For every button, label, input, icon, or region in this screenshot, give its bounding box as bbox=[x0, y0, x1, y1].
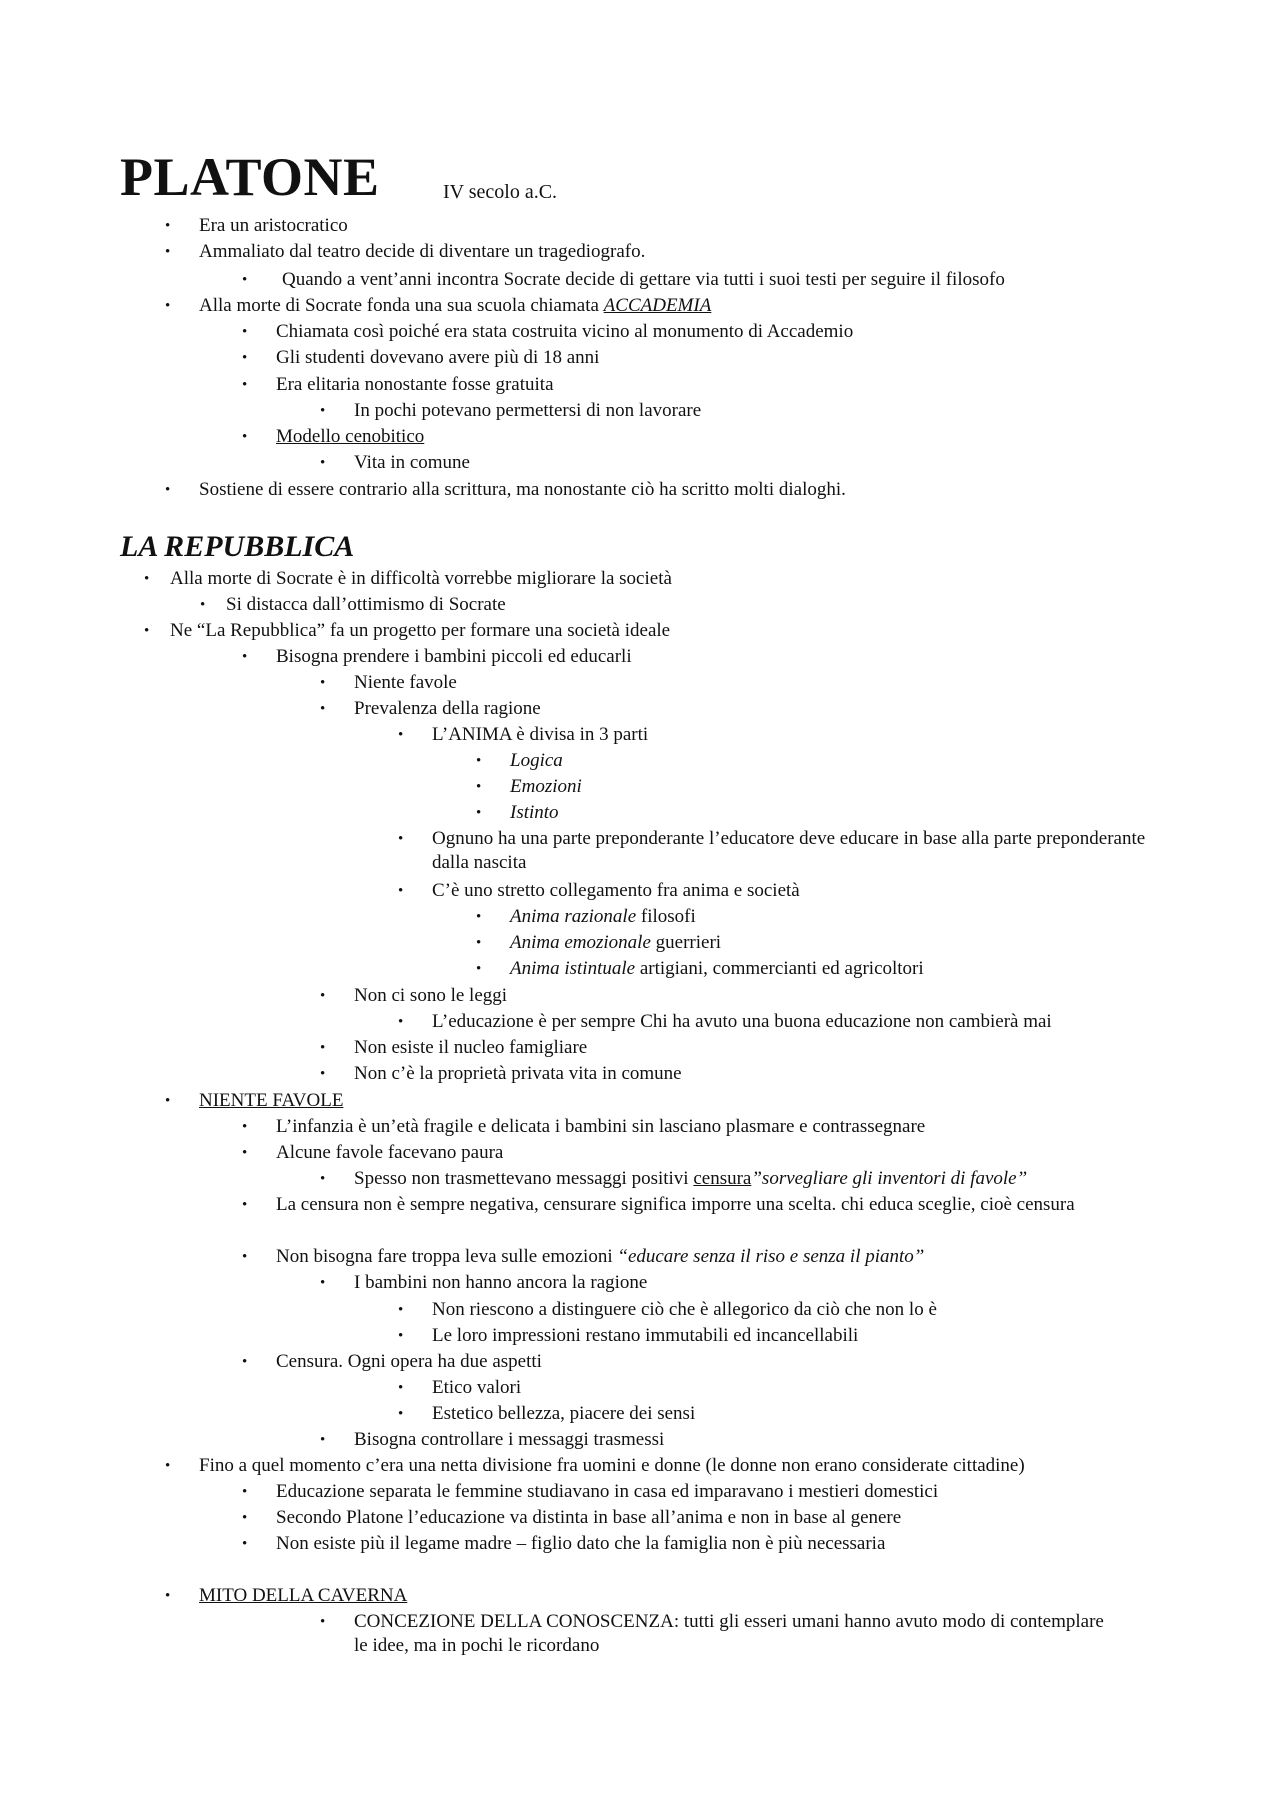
list-item: • Niente favole bbox=[320, 672, 457, 693]
list-item: • Bisogna controllare i messaggi trasmessi bbox=[320, 1429, 665, 1450]
list-item: • Ne “La Repubblica” fa un progetto per formare una società ideale bbox=[144, 620, 671, 641]
list-item: • L’educazione è per sempre Chi ha avuto una buona educazione non cambierà mai bbox=[398, 1011, 1052, 1032]
list-item: • Era elitaria nonostante fosse gratuita bbox=[242, 374, 554, 395]
list-item: • La censura non è sempre negativa, censurare significa imporre una scelta. chi educa sceglie, cioè censura bbox=[242, 1194, 1075, 1215]
list-item: • I bambini non hanno ancora la ragione bbox=[320, 1272, 648, 1293]
list-item: • Si distacca dall’ottimismo di Socrate bbox=[200, 594, 506, 615]
list-item: • Ammaliato dal teatro decide di diventare un tragediografo. bbox=[165, 241, 646, 262]
bullet-icon: • bbox=[320, 1432, 326, 1448]
bullet-icon: • bbox=[476, 935, 482, 951]
bullet-icon: • bbox=[242, 1354, 248, 1370]
list-item: • Anima emozionale guerrieri bbox=[476, 932, 722, 953]
bullet-icon: • bbox=[320, 403, 326, 419]
bullet-icon: • bbox=[144, 623, 150, 639]
list-item: • Sostiene di essere contrario alla scrittura, ma nonostante ciò ha scritto molti dialoghi. bbox=[165, 479, 846, 500]
bullet-icon: • bbox=[242, 1145, 248, 1161]
list-item: • Alla morte di Socrate è in difficoltà vorrebbe migliorare la società bbox=[144, 568, 672, 589]
list-item: • Censura. Ogni opera ha due aspetti bbox=[242, 1351, 542, 1372]
list-item: • Prevalenza della ragione bbox=[320, 698, 541, 719]
bullet-icon: • bbox=[242, 649, 248, 665]
bullet-icon: • bbox=[200, 597, 206, 613]
list-item: • Educazione separata le femmine studiavano in casa ed imparavano i mestieri domestici bbox=[242, 1481, 939, 1502]
list-item: • Non c’è la proprietà privata vita in comune bbox=[320, 1063, 682, 1084]
bullet-icon: • bbox=[398, 1328, 404, 1344]
bullet-icon: • bbox=[320, 1066, 326, 1082]
bullet-icon: • bbox=[242, 350, 248, 366]
list-item: • Le loro impressioni restano immutabili ed incancellabili bbox=[398, 1325, 859, 1346]
list-item: • Era un aristocratico bbox=[165, 215, 348, 236]
bullet-icon: • bbox=[165, 1588, 171, 1604]
list-item: • Gli studenti dovevano avere più di 18 anni bbox=[242, 347, 600, 368]
bullet-icon: • bbox=[242, 1510, 248, 1526]
bullet-icon: • bbox=[476, 961, 482, 977]
bullet-icon: • bbox=[320, 701, 326, 717]
list-item: • MITO DELLA CAVERNA bbox=[165, 1585, 408, 1606]
bullet-icon: • bbox=[320, 988, 326, 1004]
bullet-icon: • bbox=[242, 272, 248, 288]
bullet-icon: • bbox=[320, 675, 326, 691]
list-item: • Fino a quel momento c’era una netta divisione fra uomini e donne (le donne non erano considerate cittadine) bbox=[165, 1455, 1025, 1476]
list-item: • CONCEZIONE DELLA CONOSCENZA: tutti gli esseri umani hanno avuto modo di contemplare le idee, ma in pochi le ricordano bbox=[320, 1611, 1104, 1656]
list-item: • Ognuno ha una parte preponderante l’educatore deve educare in base alla parte preponderante dalla nascita bbox=[398, 828, 1146, 873]
bullet-icon: • bbox=[165, 482, 171, 498]
list-item: • Bisogna prendere i bambini piccoli ed educarli bbox=[242, 646, 632, 667]
bullet-icon: • bbox=[320, 1614, 326, 1630]
list-item: • Anima razionale filosofi bbox=[476, 906, 696, 927]
page-subtitle: IV secolo a.C. bbox=[443, 181, 558, 203]
bullet-icon: • bbox=[320, 1171, 326, 1187]
bullet-icon: • bbox=[320, 1275, 326, 1291]
bullet-icon: • bbox=[398, 727, 404, 743]
bullet-icon: • bbox=[398, 883, 404, 899]
list-item: • L’ANIMA è divisa in 3 parti bbox=[398, 724, 649, 745]
list-item: • NIENTE FAVOLE bbox=[165, 1090, 344, 1111]
bullet-icon: • bbox=[165, 1093, 171, 1109]
list-item: • Chiamata così poiché era stata costruita vicino al monumento di Accademio bbox=[242, 321, 854, 342]
list-item: • Logica bbox=[476, 750, 563, 771]
list-item: • Quando a vent’anni incontra Socrate decide di gettare via tutti i suoi testi per seguire il filosofo bbox=[242, 269, 1005, 290]
list-item: • Non ci sono le leggi bbox=[320, 985, 508, 1006]
bullet-icon: • bbox=[320, 455, 326, 471]
bullet-icon: • bbox=[398, 1302, 404, 1318]
bullet-icon: • bbox=[165, 244, 171, 260]
bullet-icon: • bbox=[165, 1458, 171, 1474]
list-item: • Secondo Platone l’educazione va distinta in base all’anima e non in base al genere bbox=[242, 1507, 902, 1528]
list-item: • Alcune favole facevano paura bbox=[242, 1142, 504, 1163]
list-item: • In pochi potevano permettersi di non lavorare bbox=[320, 400, 702, 421]
bullet-icon: • bbox=[242, 1197, 248, 1213]
list-item: • C’è uno stretto collegamento fra anima e società bbox=[398, 880, 800, 901]
list-item: • Etico valori bbox=[398, 1377, 522, 1398]
list-item: • Modello cenobitico bbox=[242, 426, 425, 447]
bullet-icon: • bbox=[320, 1040, 326, 1056]
bullet-icon: • bbox=[398, 1014, 404, 1030]
bullet-icon: • bbox=[144, 571, 150, 587]
bullet-icon: • bbox=[242, 1536, 248, 1552]
list-item: • L’infanzia è un’età fragile e delicata i bambini sin lasciano plasmare e contrassegnare bbox=[242, 1116, 926, 1137]
bullet-icon: • bbox=[476, 753, 482, 769]
list-item: • Non esiste più il legame madre – figlio dato che la famiglia non è più necessaria bbox=[242, 1533, 886, 1554]
bullet-icon: • bbox=[476, 779, 482, 795]
bullet-icon: • bbox=[165, 298, 171, 314]
bullet-icon: • bbox=[398, 1406, 404, 1422]
bullet-icon: • bbox=[242, 1484, 248, 1500]
list-item: • Alla morte di Socrate fonda una sua scuola chiamata ACCADEMIA bbox=[165, 295, 712, 316]
bullet-icon: • bbox=[242, 429, 248, 445]
list-item: • Estetico bellezza, piacere dei sensi bbox=[398, 1403, 696, 1424]
list-item: • Non bisogna fare troppa leva sulle emozioni “educare senza il riso e senza il pianto” bbox=[242, 1246, 925, 1267]
page-title: PLATONE bbox=[120, 147, 380, 207]
list-item: • Spesso non trasmettevano messaggi positivi censura”sorvegliare gli inventori di favole” bbox=[320, 1168, 1028, 1189]
bullet-icon: • bbox=[242, 1119, 248, 1135]
list-item: • Non riescono a distinguere ciò che è allegorico da ciò che non lo è bbox=[398, 1299, 937, 1320]
bullet-icon: • bbox=[242, 377, 248, 393]
bullet-icon: • bbox=[242, 324, 248, 340]
list-item: • Vita in comune bbox=[320, 452, 470, 473]
accademia-link-text: ACCADEMIA bbox=[603, 295, 712, 316]
bullet-icon: • bbox=[476, 909, 482, 925]
list-item: • Emozioni bbox=[476, 776, 582, 797]
bullet-icon: • bbox=[165, 218, 171, 234]
bullet-icon: • bbox=[476, 805, 482, 821]
bullet-icon: • bbox=[398, 831, 404, 847]
list-item: • Istinto bbox=[476, 802, 559, 823]
list-item: • Non esiste il nucleo famigliare bbox=[320, 1037, 588, 1058]
bullet-icon: • bbox=[398, 1380, 404, 1396]
list-item: • Anima istintuale artigiani, commercianti ed agricoltori bbox=[476, 958, 924, 979]
bullet-icon: • bbox=[242, 1249, 248, 1265]
section-title: LA REPUBBLICA bbox=[120, 530, 355, 563]
